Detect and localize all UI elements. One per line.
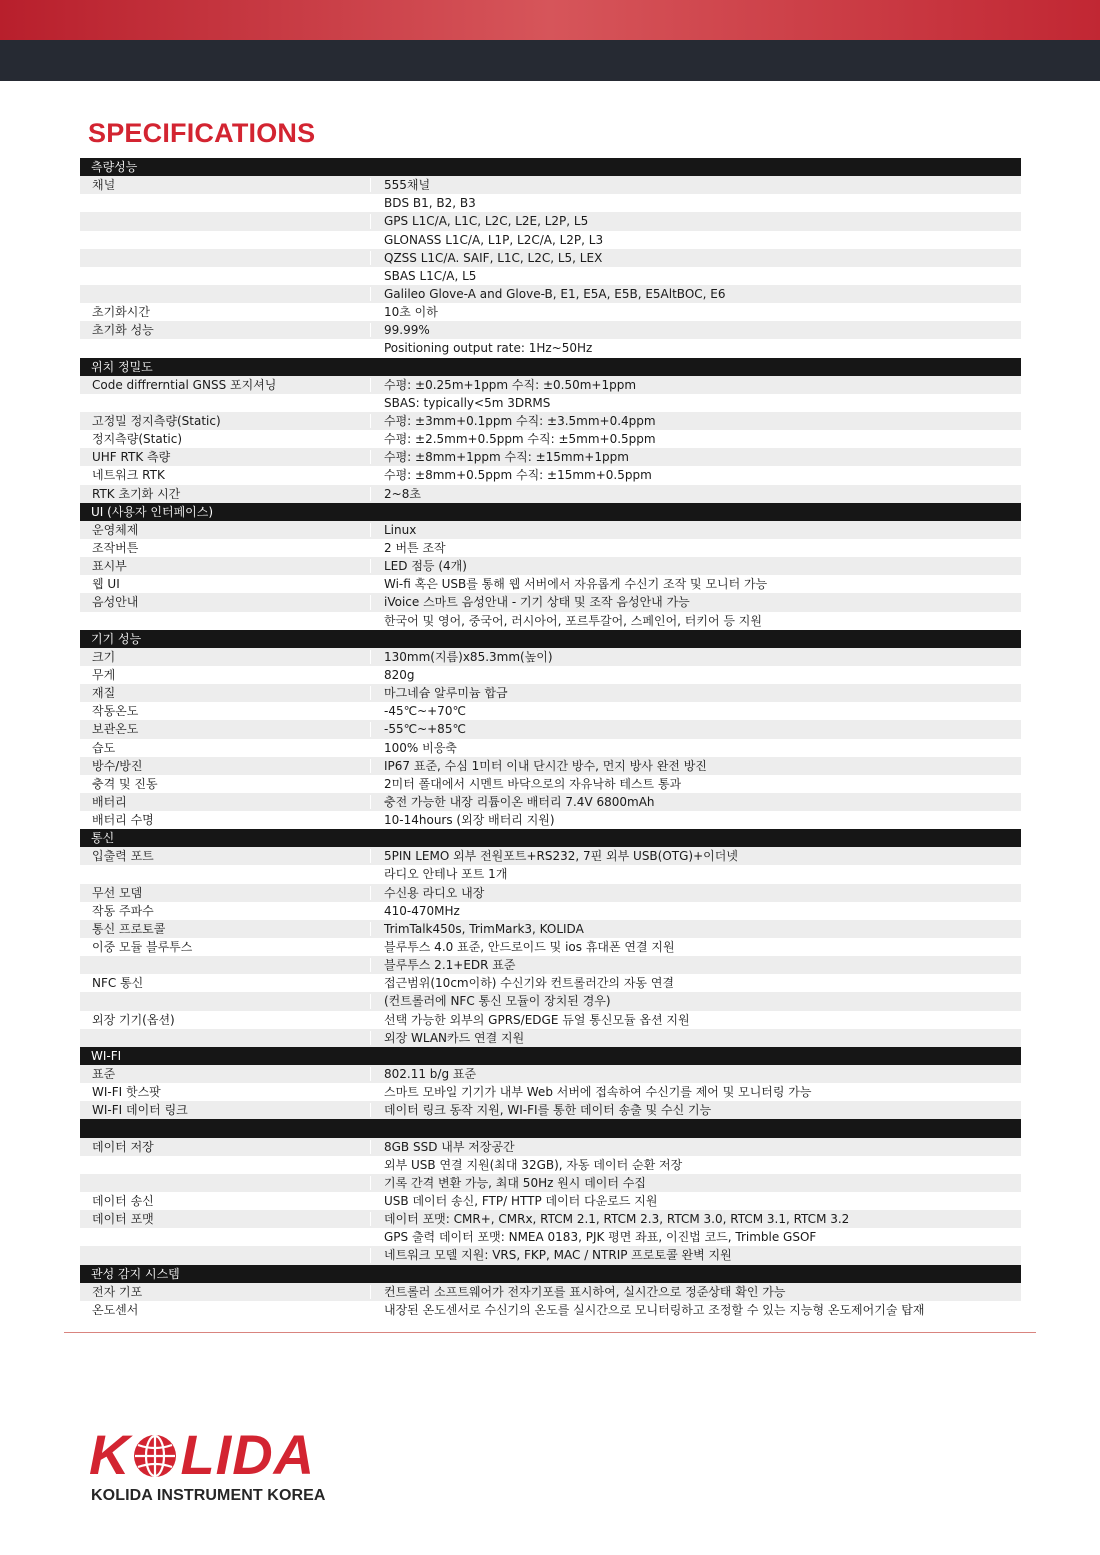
- spec-value: USB 데이터 송신, FTP/ HTTP 데이터 다운로드 지원: [371, 1192, 1021, 1210]
- section-header: [80, 1265, 1021, 1283]
- spec-row: [80, 1083, 1021, 1101]
- spec-row: [80, 521, 1021, 539]
- spec-row: [80, 992, 1021, 1010]
- spec-row: [80, 1283, 1021, 1301]
- spec-value: IP67 표준, 수심 1미터 이내 단시간 방수, 먼지 방사 완전 방진: [371, 757, 1021, 775]
- spec-row: [80, 775, 1021, 793]
- spec-value: 마그네슘 알루미늄 합금: [371, 684, 1021, 702]
- spec-row: [80, 485, 1021, 503]
- spec-label: [80, 194, 371, 212]
- logo-letters-right: LIDA: [180, 1423, 316, 1486]
- spec-value: GPS L1C/A, L1C, L2C, L2E, L2P, L5: [371, 212, 1021, 230]
- spec-label: [80, 612, 371, 630]
- spec-value: (컨트롤러에 NFC 통신 모듈이 장치된 경우): [371, 992, 1021, 1010]
- spec-row: [80, 1301, 1021, 1319]
- spec-value: QZSS L1C/A. SAIF, L1C, L2C, L5, LEX: [371, 249, 1021, 267]
- spec-value: 2미터 폴대에서 시멘트 바닥으로의 자유낙하 테스트 통과: [371, 775, 1021, 793]
- spec-label: [80, 249, 371, 267]
- section-header: [80, 630, 1021, 648]
- spec-value: Linux: [371, 521, 1021, 539]
- spec-row: [80, 793, 1021, 811]
- spec-value: 내장된 온도센서로 수신기의 온도를 실시간으로 모니터링하고 조정할 수 있는 지능형 온도제어기술 탑재: [371, 1301, 1021, 1319]
- spec-value: LED 점등 (4개): [371, 557, 1021, 575]
- section-header: [80, 503, 1021, 521]
- spec-value: 130mm(지름)x85.3mm(높이): [371, 648, 1021, 666]
- section-title: 위치 정밀도: [91, 359, 153, 374]
- section-header: [80, 358, 1021, 376]
- spec-row: [80, 956, 1021, 974]
- spec-label: 표시부: [80, 557, 371, 575]
- section-title: WI-FI: [91, 1048, 122, 1063]
- spec-value: 5PIN LEMO 외부 전원포트+RS232, 7핀 외부 USB(OTG)+이더넷: [371, 847, 1021, 865]
- spec-label: 작동 주파수: [80, 902, 371, 920]
- section-title: 관성 감지 시스템: [91, 1266, 180, 1281]
- spec-label: 방수/방진: [80, 757, 371, 775]
- spec-value: 한국어 및 영어, 중국어, 러시아어, 포르투갈어, 스페인어, 터키어 등 지원: [371, 612, 1021, 630]
- spec-label: 웹 UI: [80, 575, 371, 593]
- spec-label: 네트워크 RTK: [80, 466, 371, 484]
- logo-letters-left: K: [89, 1423, 131, 1486]
- spec-label: NFC 통신: [80, 974, 371, 992]
- spec-label: 고정밀 정지측량(Static): [80, 412, 371, 430]
- spec-value: 수평: ±8mm+1ppm 수직: ±15mm+1ppm: [371, 448, 1021, 466]
- spec-value: SBAS: typically<5m 3DRMS: [371, 394, 1021, 412]
- spec-value: 555채널: [371, 176, 1021, 194]
- spec-row: [80, 720, 1021, 738]
- spec-row: [80, 1210, 1021, 1228]
- spec-row: [80, 811, 1021, 829]
- spec-row: [80, 902, 1021, 920]
- spec-row: [80, 1138, 1021, 1156]
- spec-row: [80, 212, 1021, 230]
- spec-label: 전자 기포: [80, 1283, 371, 1301]
- spec-label: UHF RTK 측량: [80, 448, 371, 466]
- spec-label: [80, 231, 371, 249]
- spec-label: [80, 1174, 371, 1192]
- spec-value: 선택 가능한 외부의 GPRS/EDGE 듀얼 통신모듈 옵션 지원: [371, 1011, 1021, 1029]
- spec-label: 무게: [80, 666, 371, 684]
- spec-label: 크기: [80, 648, 371, 666]
- spec-label: Code diffrerntial GNSS 포지셔닝: [80, 376, 371, 394]
- spec-row: [80, 267, 1021, 285]
- spec-row: [80, 702, 1021, 720]
- header-red-band: [0, 0, 1100, 40]
- spec-value: TrimTalk450s, TrimMark3, KOLIDA: [371, 920, 1021, 938]
- spec-row: [80, 920, 1021, 938]
- spec-label: RTK 초기화 시간: [80, 485, 371, 503]
- spec-label: [80, 1029, 371, 1047]
- spec-value: 100% 비응축: [371, 739, 1021, 757]
- spec-label: 데이터 포맷: [80, 1210, 371, 1228]
- spec-label: 이중 모듈 블루투스: [80, 938, 371, 956]
- spec-row: [80, 1174, 1021, 1192]
- spec-row: [80, 194, 1021, 212]
- section-title: 기기 성능: [91, 631, 142, 646]
- spec-value: 데이터 포맷: CMR+, CMRx, RTCM 2.1, RTCM 2.3, RTCM 3.0, RTCM 3.1, RTCM 3.2: [371, 1210, 1021, 1228]
- spec-row: [80, 575, 1021, 593]
- spec-label: [80, 212, 371, 230]
- spec-label: 온도센서: [80, 1301, 371, 1319]
- spec-value: 접근범위(10cm이하) 수신기와 컨트롤러간의 자동 연결: [371, 974, 1021, 992]
- spec-row: [80, 321, 1021, 339]
- spec-value: 충전 가능한 내장 리튬이온 배터리 7.4V 6800mAh: [371, 793, 1021, 811]
- spec-value: 수평: ±2.5mm+0.5ppm 수직: ±5mm+0.5ppm: [371, 430, 1021, 448]
- spec-label: [80, 339, 371, 357]
- spec-row: [80, 430, 1021, 448]
- spec-label: [80, 394, 371, 412]
- spec-row: [80, 847, 1021, 865]
- spec-row: [80, 1246, 1021, 1264]
- kolida-logo: [89, 1424, 329, 1486]
- spec-row: [80, 448, 1021, 466]
- spec-value: 2~8초: [371, 485, 1021, 503]
- spec-label: 습도: [80, 739, 371, 757]
- spec-row: [80, 739, 1021, 757]
- spec-row: [80, 648, 1021, 666]
- spec-value: 블루투스 2.1+EDR 표준: [371, 956, 1021, 974]
- company-name: KOLIDA INSTRUMENT KOREA: [91, 1487, 326, 1504]
- spec-value: -55℃~+85℃: [371, 720, 1021, 738]
- spec-row: [80, 1011, 1021, 1029]
- spec-value: BDS B1, B2, B3: [371, 194, 1021, 212]
- section-header: [80, 1047, 1021, 1065]
- spec-row: [80, 376, 1021, 394]
- spec-value: 수평: ±3mm+0.1ppm 수직: ±3.5mm+0.4ppm: [371, 412, 1021, 430]
- spec-label: [80, 267, 371, 285]
- spec-label: 표준: [80, 1065, 371, 1083]
- section-header: [80, 1119, 1021, 1137]
- spec-row: [80, 539, 1021, 557]
- spec-row: [80, 466, 1021, 484]
- spec-label: [80, 1246, 371, 1264]
- spec-value: 수평: ±8mm+0.5ppm 수직: ±15mm+0.5ppm: [371, 466, 1021, 484]
- spec-value: 라디오 안테나 포트 1개: [371, 865, 1021, 883]
- spec-value: Galileo Glove-A and Glove-B, E1, E5A, E5B, E5AltBOC, E6: [371, 285, 1021, 303]
- spec-label: 초기화 성능: [80, 321, 371, 339]
- spec-row: [80, 249, 1021, 267]
- section-title: 측량성능: [91, 160, 138, 174]
- spec-row: [80, 884, 1021, 902]
- spec-value: 데이터 링크 동작 지원, WI-FI를 통한 데이터 송출 및 수신 기능: [371, 1101, 1021, 1119]
- spec-label: 데이터 송신: [80, 1192, 371, 1210]
- spec-row: [80, 394, 1021, 412]
- spec-label: 운영체제: [80, 521, 371, 539]
- spec-value: -45℃~+70℃: [371, 702, 1021, 720]
- spec-value: Positioning output rate: 1Hz~50Hz: [371, 339, 1021, 357]
- spec-row: [80, 938, 1021, 956]
- spec-label: 재질: [80, 684, 371, 702]
- spec-value: 기록 간격 변환 가능, 최대 50Hz 원시 데이터 수집: [371, 1174, 1021, 1192]
- spec-value: 블루투스 4.0 표준, 안드로이드 및 ios 휴대폰 연결 지원: [371, 938, 1021, 956]
- spec-value: 2 버튼 조작: [371, 539, 1021, 557]
- spec-value: 802.11 b/g 표준: [371, 1065, 1021, 1083]
- globe-icon: [132, 1433, 178, 1479]
- spec-value: iVoice 스마트 음성안내 - 기기 상태 및 조작 음성안내 가능: [371, 593, 1021, 611]
- spec-label: 배터리: [80, 793, 371, 811]
- spec-value: 820g: [371, 666, 1021, 684]
- spec-row: [80, 684, 1021, 702]
- spec-value: Wi-fi 혹은 USB를 통해 웹 서버에서 자유롭게 수신기 조작 및 모니터 가능: [371, 575, 1021, 593]
- spec-label: [80, 956, 371, 974]
- spec-value: 99.99%: [371, 321, 1021, 339]
- spec-label: WI-FI 핫스팟: [80, 1083, 371, 1101]
- spec-value: 8GB SSD 내부 저장공간: [371, 1138, 1021, 1156]
- spec-label: 정지측량(Static): [80, 430, 371, 448]
- spec-row: [80, 974, 1021, 992]
- spec-value: GPS 출력 데이터 포맷: NMEA 0183, PJK 평면 좌표, 이진법 코드, Trimble GSOF: [371, 1228, 1021, 1246]
- spec-label: 채널: [80, 176, 371, 194]
- spec-label: 보관온도: [80, 720, 371, 738]
- spec-table: [80, 158, 1021, 1319]
- section-title: 통신: [91, 831, 115, 846]
- spec-value: 10초 이하: [371, 303, 1021, 321]
- spec-value: 10-14hours (외장 배터리 지원): [371, 811, 1021, 829]
- spec-label: [80, 1156, 371, 1174]
- spec-value: 네트워크 모델 지원: VRS, FKP, MAC / NTRIP 프로토콜 완벽 지원: [371, 1246, 1021, 1264]
- spec-value: 외장 WLAN카드 연결 지원: [371, 1029, 1021, 1047]
- spec-label: 초기화시간: [80, 303, 371, 321]
- spec-row: [80, 1228, 1021, 1246]
- footer-divider: [64, 1332, 1036, 1333]
- spec-value: 외부 USB 연결 지원(최대 32GB), 자동 데이터 순환 저장: [371, 1156, 1021, 1174]
- spec-row: [80, 412, 1021, 430]
- spec-label: [80, 992, 371, 1010]
- spec-row: [80, 593, 1021, 611]
- spec-row: [80, 757, 1021, 775]
- spec-row: [80, 865, 1021, 883]
- spec-label: 입출력 포트: [80, 847, 371, 865]
- spec-row: [80, 612, 1021, 630]
- spec-row: [80, 1065, 1021, 1083]
- spec-label: [80, 865, 371, 883]
- spec-label: 데이터 저장: [80, 1138, 371, 1156]
- spec-label: WI-FI 데이터 링크: [80, 1101, 371, 1119]
- spec-row: [80, 231, 1021, 249]
- spec-row: [80, 557, 1021, 575]
- spec-row: [80, 1029, 1021, 1047]
- spec-label: 조작버튼: [80, 539, 371, 557]
- spec-row: [80, 339, 1021, 357]
- section-title: UI (사용자 인터페이스): [91, 504, 214, 519]
- spec-value: GLONASS L1C/A, L1P, L2C/A, L2P, L3: [371, 231, 1021, 249]
- spec-label: 외장 기기(옵션): [80, 1011, 371, 1029]
- spec-label: 배터리 수명: [80, 811, 371, 829]
- section-header: [80, 158, 1021, 176]
- spec-label: 통신 프로토콜: [80, 920, 371, 938]
- spec-label: 음성안내: [80, 593, 371, 611]
- header-dark-band: [0, 40, 1100, 81]
- spec-row: [80, 666, 1021, 684]
- page-title: SPECIFICATIONS: [88, 118, 316, 148]
- spec-row: [80, 176, 1021, 194]
- section-header: [80, 829, 1021, 847]
- spec-row: [80, 285, 1021, 303]
- spec-label: 충격 및 진동: [80, 775, 371, 793]
- spec-label: 무선 모뎀: [80, 884, 371, 902]
- spec-row: [80, 303, 1021, 321]
- spec-row: [80, 1156, 1021, 1174]
- spec-label: [80, 1228, 371, 1246]
- spec-value: 스마트 모바일 기기가 내부 Web 서버에 접속하여 수신기를 제어 및 모니터링 가능: [371, 1083, 1021, 1101]
- spec-value: 수평: ±0.25m+1ppm 수직: ±0.50m+1ppm: [371, 376, 1021, 394]
- spec-row: [80, 1101, 1021, 1119]
- spec-label: [80, 285, 371, 303]
- spec-row: [80, 1192, 1021, 1210]
- spec-value: 410-470MHz: [371, 902, 1021, 920]
- spec-value: SBAS L1C/A, L5: [371, 267, 1021, 285]
- spec-label: 작동온도: [80, 702, 371, 720]
- spec-value: 수신용 라디오 내장: [371, 884, 1021, 902]
- spec-value: 컨트롤러 소프트웨어가 전자기포를 표시하여, 실시간으로 정준상태 확인 가능: [371, 1283, 1021, 1301]
